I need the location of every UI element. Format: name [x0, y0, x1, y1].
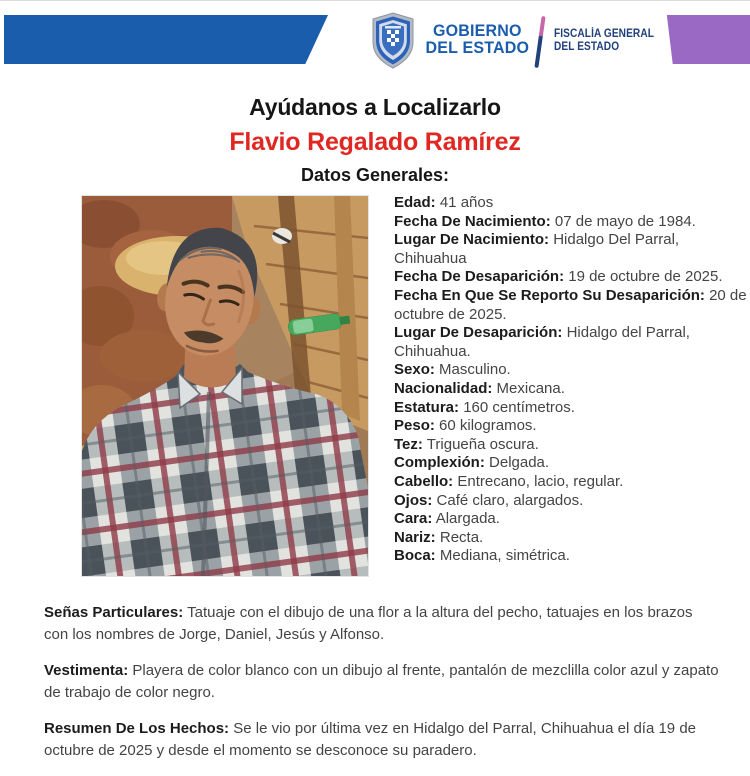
detail-value: Masculino. [439, 361, 511, 379]
detail-row [394, 529, 750, 548]
detail-value: 07 de mayo de 1984. [554, 212, 696, 230]
paragraph [44, 660, 720, 704]
paragraphs-section [44, 602, 720, 776]
detail-label: Nariz: [394, 528, 436, 546]
fiscalia-line1: FISCALÍA GENERAL [554, 28, 654, 40]
paragraph-label: Señas Particulares: [44, 604, 184, 621]
paragraph [44, 718, 720, 762]
fiscalia-wordmark [554, 28, 660, 53]
detail-value: Delgada. [489, 454, 550, 472]
detail-row [394, 492, 750, 511]
detail-label: Boca: [394, 547, 436, 565]
detail-label: Edad: [394, 194, 436, 211]
detail-row [394, 510, 750, 529]
detail-label: Complexión: [394, 454, 485, 472]
detail-row [394, 399, 750, 418]
detail-value: 160 centímetros. [463, 398, 575, 416]
gobierno-wordmark [424, 23, 531, 57]
detail-row [394, 268, 750, 287]
detail-row [394, 213, 750, 232]
detail-value: 20 de octubre de 2025. [394, 286, 747, 323]
details-list [394, 194, 750, 566]
detail-value: 60 kilogramos. [439, 417, 537, 435]
detail-value: Mediana, simétrica. [439, 547, 570, 565]
section-heading-datos-generales: Datos Generales: [300, 165, 450, 185]
detail-value: 41 años [439, 194, 494, 211]
detail-row [394, 231, 750, 268]
paragraph [44, 602, 720, 646]
header-purple-bar [666, 15, 750, 64]
detail-label: Peso: [394, 417, 435, 435]
detail-row [394, 454, 750, 473]
detail-row [394, 547, 750, 566]
detail-label: Tez: [394, 435, 423, 453]
paragraph-label: Vestimenta: [44, 662, 129, 679]
detail-value: Recta. [439, 528, 484, 546]
detail-value: Mexicana. [496, 379, 565, 397]
detail-value: Café claro, alargados. [436, 491, 584, 509]
detail-value: Trigueña oscura. [426, 435, 539, 453]
gobierno-line2: DEL ESTADO [425, 39, 530, 58]
detail-label: Fecha De Nacimiento: [394, 212, 551, 230]
logo-divider [534, 16, 545, 68]
detail-row [394, 417, 750, 436]
paragraph-text: Tatuaje con el dibujo de una flor a la altura del pecho, tatuajes en los brazos con los nombres de Jorge, Daniel, Jesús y Alfonso. [44, 604, 693, 643]
detail-label: Lugar De Desaparición: [394, 324, 563, 342]
detail-row [394, 380, 750, 399]
detail-label: Fecha De Desaparición: [394, 268, 565, 286]
detail-value: 19 de octubre de 2025. [568, 268, 723, 286]
paragraph-text: Se le vio por última vez en Hidalgo del Parral, Chihuahua el día 19 de octubre de 2025 y desde el momento se desconoce su paradero. [44, 720, 696, 759]
paragraph-label: Resumen De Los Hechos: [44, 720, 230, 737]
detail-label: Nacionalidad: [394, 379, 493, 397]
photo-scene [82, 196, 368, 576]
detail-label: Lugar De Nacimiento: [394, 231, 550, 249]
detail-value: Hidalgo del Parral, Chihuahua. [394, 324, 690, 360]
detail-label: Cabello: [394, 472, 454, 490]
detail-label: Sexo: [394, 361, 435, 379]
fiscalia-line2: DEL ESTADO [554, 40, 620, 53]
header-blue-bar [4, 15, 328, 64]
detail-value: Hidalgo Del Parral, Chihuahua [394, 231, 680, 267]
gobierno-line1: GOBIERNO [432, 22, 522, 40]
detail-row [394, 361, 750, 380]
detail-row [394, 287, 750, 324]
detail-row [394, 473, 750, 492]
detail-label: Estatura: [394, 398, 460, 416]
detail-row [394, 194, 750, 213]
missing-person-photo [82, 196, 368, 576]
detail-row [394, 436, 750, 455]
detail-value: Alargada. [435, 510, 500, 528]
detail-label: Fecha En Que Se Reporto Su Desaparición: [394, 286, 705, 304]
page-title: Ayúdanos a Localizarlo [249, 94, 501, 120]
detail-label: Ojos: [394, 491, 433, 509]
detail-value: Entrecano, lacio, regular. [457, 472, 624, 490]
detail-label: Cara: [394, 510, 433, 528]
detail-row [394, 324, 750, 361]
missing-person-name: Flavio Regalado Ramírez [229, 128, 521, 156]
state-shield-icon [370, 12, 416, 69]
paragraph-text: Playera de color blanco con un dibujo al frente, pantalón de mezclilla color azul y zapato de trabajo de color negro. [44, 662, 719, 701]
